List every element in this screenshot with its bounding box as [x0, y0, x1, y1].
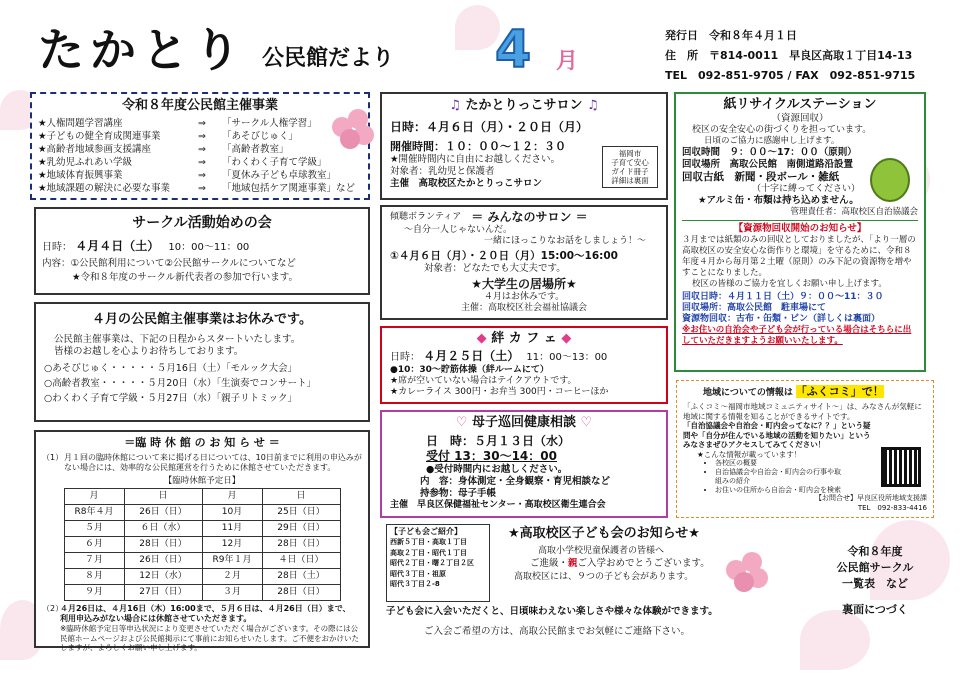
table-cell: 25日（日）	[262, 505, 340, 521]
table-cell: 11月	[202, 521, 262, 537]
salon-guide-line: 福岡市	[618, 149, 642, 158]
minna-label: 傾聴ボランティア	[390, 211, 462, 222]
diamond-icon: ◆	[476, 331, 487, 346]
kizuna-date-label: 日時：	[390, 352, 420, 364]
events-list	[38, 117, 362, 195]
recycle-place2: 回収場所：高取公民館 駐車場にて	[682, 302, 827, 313]
kodomo-group: 西新５丁目・高取１丁目	[390, 538, 467, 546]
recycle-warn: ★アルミ缶・布類は持ち込めません。	[698, 195, 859, 207]
table-cell: 29日（日）	[262, 521, 340, 537]
recycle-box	[674, 92, 926, 372]
salon-guide-line: ガイド冊子	[611, 167, 649, 176]
table-row	[64, 505, 340, 521]
holiday-p1: 月１回の臨時休館について来に掲げる日については、10日前までに利用の申込みがない場合には、効率的な公民館運営を行うために休館させていただきます。	[64, 452, 362, 472]
salon-box	[380, 92, 668, 200]
arrow-icon: ⇒	[198, 118, 206, 130]
event-item	[38, 182, 362, 195]
month-suffix: 月	[556, 49, 579, 74]
event-name: ★地域体育振興事業	[38, 170, 123, 182]
health-note: ●受付時間内にお越しください。	[426, 464, 568, 476]
event-item	[38, 130, 362, 143]
recycle-l1: 校区の安全安心の街づくりを担っています。	[692, 125, 872, 136]
table-cell: 27日（日）	[124, 585, 202, 601]
closed-event-line: ○高齢者教室・・・・・５月20日（水）「生演奏でコンサート」	[44, 378, 317, 389]
kodomo-p2a: ご進級・	[530, 557, 569, 569]
fukukomi-list	[683, 459, 843, 495]
event-value: 「夏休み子ども卓球教室」	[222, 170, 337, 182]
kodomo-p1: 高取小学校児童保護者の皆様へ	[538, 546, 665, 557]
holiday-table-header: 月	[64, 489, 124, 505]
heart-icon: ♡	[580, 415, 593, 430]
table-cell: ６月	[64, 537, 124, 553]
event-item	[38, 156, 362, 169]
salon-guide-note	[602, 146, 658, 188]
recycle-l2: 日頃のご協力に感謝申し上げます。	[704, 136, 840, 147]
kodomo-group: 昭代３丁目・祖原	[390, 569, 446, 578]
event-value: 「サークル人権学習」	[222, 118, 317, 130]
event-value: 「あそびじゅく」	[222, 131, 299, 143]
table-row	[64, 585, 340, 601]
newsletter-subtitle: 公民館だより	[262, 46, 395, 71]
qr-code-icon	[881, 447, 921, 487]
music-note-icon: ♫	[449, 98, 461, 113]
event-name: ★高齢者地域参画支援講座	[38, 144, 152, 156]
holiday-n2: （2）	[42, 604, 64, 614]
minna-izakaya-note: ４月はお休みです。	[483, 291, 565, 302]
fukukomi-brand: 「ふくコミ」で！	[795, 385, 884, 398]
kodomo-p3: 高取校区には、９つの子ども会があります。	[514, 572, 694, 583]
fukukomi-box	[676, 380, 934, 518]
back-page-note	[810, 544, 940, 618]
back-l3: 一覧表 など	[842, 577, 908, 590]
table-cell: ５月	[64, 521, 124, 537]
table-cell: R8年４月	[64, 505, 124, 521]
event-item	[38, 143, 362, 156]
events-title: 令和８年度公民館主催事業	[121, 98, 278, 113]
minna-title: ＝ みんなのサロン ＝	[471, 210, 588, 224]
salon-host: 主催 高取校区たかとりっこサロン	[390, 177, 543, 189]
address: 住 所 〒814-0011 早良区高取１丁目14-13	[665, 49, 913, 62]
health-box	[380, 410, 668, 518]
kodomo-group: 高取２丁目・昭代１丁目	[390, 548, 467, 557]
closed-events-title: ４月の公民館主催事業はお休みです。	[92, 312, 312, 327]
table-row	[64, 569, 340, 585]
event-name: ★乳幼児ふれあい学級	[38, 157, 133, 169]
minna-date: ①４月６日（月）・２０日（月）15:00～16:00	[390, 249, 618, 262]
month-number: 4	[495, 20, 532, 80]
issue-date: 発行日 令和８年４月１日	[665, 29, 797, 42]
recycle-items: 回収古紙 新聞・段ボール・雑紙	[682, 170, 840, 183]
circle-title: サークル活動始めの会	[132, 215, 272, 231]
circle-box	[34, 207, 370, 295]
table-cell: 28日（土）	[262, 569, 340, 585]
recycle-title: 紙リサイクルステーション	[723, 97, 877, 112]
kodomo-intro-list	[390, 537, 486, 590]
back-l2: 公民館サークル	[836, 561, 914, 574]
minna-target: 対象者：どなたでも大丈夫です。	[424, 262, 566, 274]
table-cell: 12月	[202, 537, 262, 553]
table-row	[64, 521, 340, 537]
circle-note: ★令和８年度のサークル新代表者の参加で行います。	[72, 271, 298, 283]
minna-sub: ～自分一人じゃないんだ。	[404, 225, 513, 235]
table-cell: 28日（日）	[262, 585, 340, 601]
recycle-date2: 回収日時：４月１１日（土）９：００～11：３０	[682, 291, 884, 302]
table-cell: ９月	[64, 585, 124, 601]
holiday-item-2	[42, 604, 362, 624]
arrow-icon: ⇒	[198, 144, 206, 156]
background-petal	[455, 5, 500, 50]
events-box	[30, 92, 370, 200]
newsletter-title: たかとり	[38, 23, 246, 77]
health-reception: 受付 13：30～14：00	[426, 449, 557, 464]
salon-title-row	[390, 98, 658, 114]
table-cell: 28日（日）	[262, 537, 340, 553]
minna-salon-box	[380, 205, 668, 320]
health-title: 母子巡回健康相談	[471, 415, 576, 430]
holiday-p2b: ※臨時休館予定日等申込状況により変更させていただく場合がございます。その際には公民館ホームページおよび公民館掲示にて事前にお知らせいたします。ご不便をおかけいたしますが、よろしくお願い申し上げます。	[60, 624, 360, 653]
circle-date-row	[42, 239, 362, 255]
recycle-sub: （資源回収）	[771, 113, 829, 125]
closed-events-p1: 公民館主催事業は、下記の日程からスタートいたします。	[54, 334, 301, 346]
circle-date: ４月４日（土）	[75, 238, 160, 253]
table-cell: ７月	[64, 553, 124, 569]
table-cell: ６日（水）	[124, 521, 202, 537]
recycle-items-note: （十字に縛ってください）	[752, 183, 861, 194]
fukukomi-head: 地域についての情報は	[703, 388, 793, 398]
kodomo-p2c: ご入学おめでとうございます。	[577, 557, 710, 569]
fukukomi-head-row	[683, 385, 927, 399]
recycle-notice2: 校区の皆様のご協力を宜しくお願い申し上げます。	[692, 278, 887, 289]
health-host: 主催 早良区保健福祉センター・高取校区衛生連合会	[390, 499, 606, 510]
kodomo-group: 昭代３丁目２-8	[390, 580, 440, 588]
circle-time: 10：00～11：00	[168, 241, 250, 253]
holiday-p2a: ４月26日は、４月16日（木）16:00まで、５月６日は、４月26日（日）まで、 利用申込みがない場合には休館させていただきます。	[60, 604, 355, 624]
event-name: ★人権問題学習講座	[38, 118, 123, 130]
recycle-time: 回収時間 ９：００～17：００（原則）	[682, 147, 857, 158]
kodomo-p5: ご入会ご希望の方は、高取公民館までお気軽にご連絡下さい。	[424, 626, 691, 637]
list-item: • お住いの住所から自治会・町内会を検索	[715, 486, 843, 495]
holiday-title: ＝臨 時 休 館 の お 知 ら せ ＝	[124, 436, 280, 449]
minna-title-row	[390, 210, 658, 225]
diamond-icon: ◆	[561, 331, 572, 346]
fukukomi-contact-tel: TEL 092-833-4416	[857, 504, 927, 513]
kizuna-date: ４月２５日（土）	[423, 349, 520, 364]
salon-guide-line: 子育て安心	[611, 158, 649, 167]
minna-izakaya: ★大学生の居場所★	[471, 276, 577, 291]
holiday-item-1	[42, 453, 362, 473]
recycle-warn2: ※お住いの自治会や子ども会が行っている場合はそちらに出していただきますようお願いいたします。	[682, 325, 912, 346]
cherry-tree-icon	[332, 109, 378, 155]
holiday-table-header: 日	[124, 489, 202, 505]
arrow-icon: ⇒	[198, 157, 206, 169]
salon-title: たかとりっこサロン	[465, 98, 583, 113]
music-note-icon: ♫	[587, 98, 599, 113]
kodomo-intro-box	[386, 524, 490, 602]
closed-event-line: ○あそびじゅく・・・・・５月16日（土）「モルック大会」	[44, 363, 298, 374]
holiday-table-body	[64, 505, 340, 601]
kizuna-date-row	[390, 349, 658, 365]
table-cell: 26日（日）	[124, 505, 202, 521]
fukukomi-contact: 【お問合せ】早良区役所地域支援課	[815, 494, 927, 503]
closed-event-line: ○わくわく子育て学級・５月27日（水）「親子リトミック」	[44, 393, 297, 404]
table-cell: ４日（日）	[262, 553, 340, 569]
closed-events-list	[44, 361, 360, 406]
kodomo-title: ★高取校区子ども会のお知らせ★	[508, 526, 700, 541]
kodomo-intro-title: 【子ども会ご紹介】	[390, 527, 462, 536]
event-item	[38, 117, 362, 130]
kizuna-time: 11：00～13：00	[526, 352, 608, 364]
fukukomi-q1: 「自治協議会や自治会・町内会ってなに？？」という疑問や「自分が住んでいる地域の活動を知りたい」というみなさまぜひアクセスしてみてください！	[683, 421, 871, 450]
table-cell: 28日（日）	[124, 537, 202, 553]
table-cell: 10月	[202, 505, 262, 521]
cherry-tree-icon	[726, 552, 772, 598]
event-value: 「地域包括ケア関連事業」など	[222, 183, 356, 195]
header-info	[665, 26, 915, 86]
holiday-table-caption: 【臨時休館予定日】	[163, 475, 241, 486]
back-l4: 裏面につづく	[842, 603, 908, 616]
list-item: • 自治協議会や自治会・町内会の行事や取組みの紹介	[715, 468, 843, 486]
kizuna-line2: ★席が空いていない場合はテイクアウトです。	[390, 376, 577, 386]
list-item: • 各校区の概要	[715, 459, 843, 468]
holiday-box	[34, 430, 370, 653]
table-row	[64, 553, 340, 569]
kizuna-line3: ★カレーライス 300円・お弁当 300円・コーヒーほか	[390, 387, 609, 398]
heart-icon: ♡	[455, 415, 468, 430]
health-title-row	[390, 415, 658, 431]
table-cell: ３月	[202, 585, 262, 601]
kizuna-title-row	[390, 331, 658, 347]
holiday-table-header: 月	[202, 489, 262, 505]
arrow-icon: ⇒	[198, 183, 206, 195]
table-cell: ８月	[64, 569, 124, 585]
kodomo-p2b: 親	[568, 557, 578, 569]
recycle-notice: ３月までは紙類のみの回収としておりましたが、「より一層の高取校区の安全安心な街作りと環境」を守るために、令和８年度４月から毎月第２土曜（原則）のみ下記の資源物を増やすことになりました。	[682, 234, 916, 278]
background-petal	[800, 610, 870, 670]
recycle-manager: 管理責任者：高取校区自治協議会	[682, 207, 918, 221]
recycle-place: 回収場所 高取公民館 南側道路沿設置	[682, 158, 854, 170]
health-date: 日 時：５月１３日（水）	[426, 434, 571, 449]
event-name: ★子どもの健全育成関連事業	[38, 131, 161, 143]
arrow-icon: ⇒	[198, 131, 206, 143]
table-cell: 26日（日）	[124, 553, 202, 569]
salon-date: 日時：４月６日（月）・２０日（月）	[390, 120, 589, 135]
kodomo-group: 昭代２丁目・曙２丁目２区	[390, 559, 474, 567]
table-row	[64, 537, 340, 553]
table-cell: R9年１月	[202, 553, 262, 569]
salon-target: 対象者：乳幼児と保護者	[390, 165, 495, 177]
fukukomi-p1: 「ふくコミ～福岡市地域コミュニティサイト～」は、みなさんが気軽に地域に関する情報を知ることができるサイトです。	[683, 402, 922, 421]
table-cell: ２月	[202, 569, 262, 585]
holiday-table-header: 日	[262, 489, 340, 505]
kizuna-title: 絆 カ フ ェ	[491, 331, 557, 346]
minna-invite: 一緒にほっこりなお話をしましょう！～	[483, 236, 646, 247]
salon-guide-line: 詳細は裏面	[611, 176, 649, 185]
back-l1: 令和８年度	[847, 545, 903, 558]
recycle-mascot-icon	[870, 158, 910, 202]
closed-events-p2: 皆様のお越しを心よりお待ちしております。	[54, 346, 244, 358]
minna-host: 主催：高取校区社会福祉協議会	[460, 302, 587, 313]
recycle-notice-title: 【資源物回収開始のお知らせ】	[733, 222, 867, 234]
table-cell: 12日（水）	[124, 569, 202, 585]
kizuna-cafe-box	[380, 326, 668, 404]
health-content: 内 容：身体測定・全身観察・育児相談など	[420, 476, 611, 488]
arrow-icon: ⇒	[198, 170, 206, 182]
recycle-items2: 資源物回収：古布・缶類・ビン（詳しくは裏面）	[682, 314, 881, 324]
fukukomi-list-head: ★こんな情報が載っています！	[697, 449, 802, 459]
event-value: 「わくわく子育て学級」	[222, 157, 327, 169]
event-value: 「高齢者教室」	[222, 144, 289, 156]
tel-fax: TEL 092-851-9705 / FAX 092-851-9715	[665, 69, 916, 82]
holiday-table-head	[64, 489, 340, 505]
health-bring: 持参物：母子手帳	[420, 488, 497, 499]
kizuna-line1: ●10：30～貯筋体操（絆ルームにて）	[390, 364, 549, 375]
closed-events-box	[34, 302, 370, 422]
kodomo-p4: 子ども会に入会いただくと、日頃味わえない楽しさや様々な体験ができます。	[386, 606, 718, 617]
holiday-n1: （1）	[42, 452, 64, 462]
salon-hours: 開催時間：１０：００～１２：３０	[390, 140, 566, 154]
circle-date-label: 日時：	[42, 241, 72, 253]
salon-note: ★開催時間内に自由にお越しください。	[390, 154, 561, 165]
event-name: ★地域課題の解決に必要な事業	[38, 183, 171, 195]
circle-content: 内容：①公民館利用について②公民館サークルについてなど	[42, 258, 296, 269]
event-item	[38, 169, 362, 182]
holiday-table	[64, 488, 341, 601]
